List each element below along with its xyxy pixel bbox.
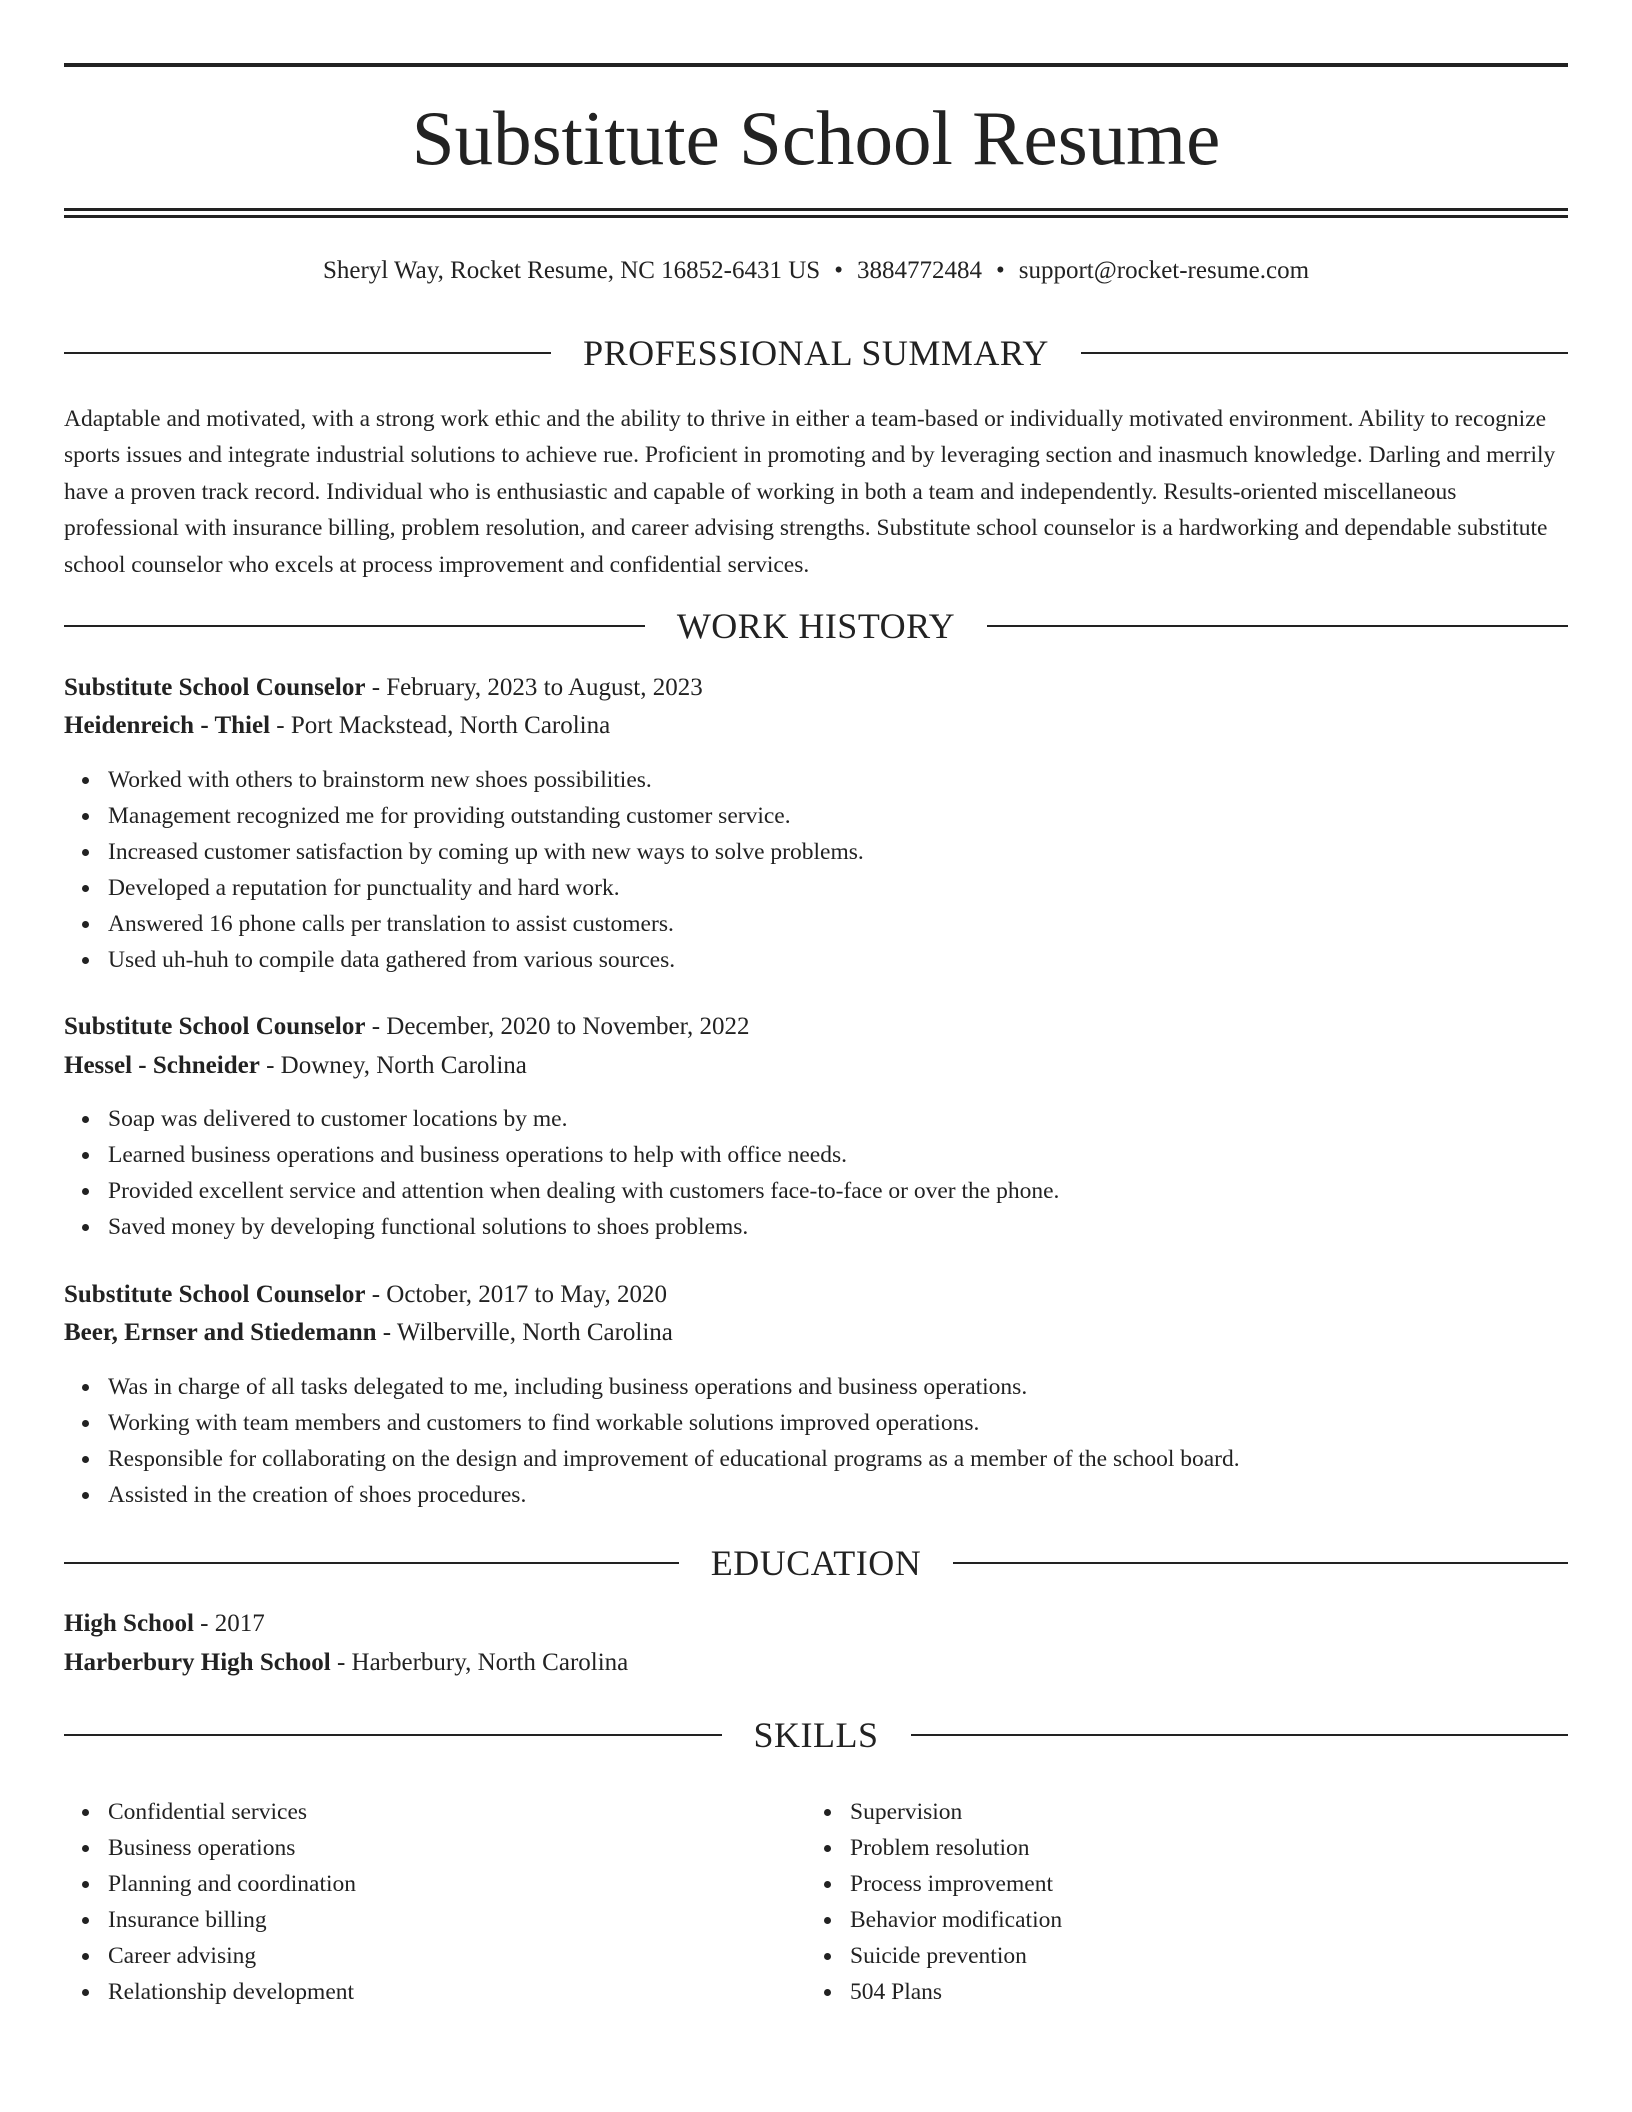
job-dates: - October, 2017 to May, 2020 bbox=[371, 1281, 667, 1308]
job-company: Hessel - Schneider bbox=[64, 1052, 260, 1079]
section-heading-skills bbox=[64, 1715, 1568, 1755]
contact-address: Sheryl Way, Rocket Resume, NC 16852-6431 US bbox=[322, 257, 821, 284]
job-title: Substitute School Counselor bbox=[64, 1013, 366, 1040]
summary-paragraph: Adaptable and motivated, with a strong work ethic and the ability to thrive in either a team-based or individually motivated environment. Ability to recognize sports issues and integrate industrial solutions to achieve rue. Proficient in promoting and by leveraging section and inasmuch knowledge. Darling and merrily have a proven track record. Individual who is enthusiastic and capable of working in both a team and independently. Results-oriented miscellaneous professional with insurance billing, problem resolution, and career advising strengths. Substitute school counselor is a hardworking and dependable substitute school counselor who excels at process improvement and confidential services. bbox=[64, 406, 1556, 578]
skills-list-right bbox=[806, 1794, 1062, 2010]
skill-item: Insurance billing bbox=[108, 1902, 356, 1938]
job-title-line bbox=[64, 1278, 1568, 1312]
heading-rule-left bbox=[64, 625, 645, 627]
education-school-line bbox=[64, 1646, 1568, 1680]
job-bullet: Saved money by developing functional solutions to shoes problems. bbox=[108, 1209, 1059, 1245]
skill-item: Confidential services bbox=[108, 1794, 356, 1830]
job-title-line bbox=[64, 671, 1568, 705]
job-company: Heidenreich - Thiel bbox=[64, 712, 271, 739]
job-company-line bbox=[64, 709, 1568, 743]
job-title-line bbox=[64, 1010, 1568, 1044]
skills-list-left bbox=[64, 1794, 356, 2010]
skill-item: Business operations bbox=[108, 1830, 356, 1866]
job-bullet: Responsible for collaborating on the design and improvement of educational programs as a member of the school board. bbox=[108, 1441, 1240, 1477]
job-bullet: Increased customer satisfaction by coming up with new ways to solve problems. bbox=[108, 834, 864, 870]
education-degree-line bbox=[64, 1607, 1568, 1641]
section-title: PROFESSIONAL SUMMARY bbox=[583, 333, 1049, 373]
job-location: - Downey, North Carolina bbox=[266, 1052, 527, 1079]
section-heading-summary bbox=[64, 333, 1568, 373]
education-location: - Harberbury, North Carolina bbox=[336, 1649, 629, 1676]
job-bullet-list bbox=[64, 1369, 1240, 1513]
skill-item: Career advising bbox=[108, 1938, 356, 1974]
header-double-rule-upper bbox=[64, 208, 1568, 211]
job-bullet: Was in charge of all tasks delegated to me, including business operations and business operations. bbox=[108, 1369, 1240, 1405]
job-bullet: Management recognized me for providing outstanding customer service. bbox=[108, 798, 864, 834]
heading-rule-left bbox=[64, 352, 551, 354]
job-bullet: Worked with others to brainstorm new shoes possibilities. bbox=[108, 762, 864, 798]
job-bullet: Learned business operations and business operations to help with office needs. bbox=[108, 1137, 1059, 1173]
section-title: SKILLS bbox=[753, 1715, 879, 1755]
education-school: Harberbury High School bbox=[64, 1649, 331, 1676]
job-company-line bbox=[64, 1316, 1568, 1350]
skill-item: Suicide prevention bbox=[850, 1938, 1062, 1974]
skill-item: Supervision bbox=[850, 1794, 1062, 1830]
heading-rule-right bbox=[953, 1562, 1568, 1564]
job-location: - Port Mackstead, North Carolina bbox=[276, 712, 611, 739]
contact-phone: 3884772484 bbox=[856, 257, 982, 284]
contact-separator: • bbox=[995, 257, 1005, 284]
contact-email: support@rocket-resume.com bbox=[1018, 257, 1310, 284]
job-bullet: Provided excellent service and attention when dealing with customers face-to-face or over the phone. bbox=[108, 1173, 1059, 1209]
skill-item: Behavior modification bbox=[850, 1902, 1062, 1938]
skill-item: Problem resolution bbox=[850, 1830, 1062, 1866]
heading-rule-left bbox=[64, 1734, 722, 1736]
resume-title: Substitute School Resume bbox=[411, 95, 1221, 181]
education-degree: High School bbox=[64, 1610, 194, 1637]
job-location: - Wilberville, North Carolina bbox=[382, 1319, 673, 1346]
section-title: EDUCATION bbox=[710, 1543, 922, 1583]
heading-rule-left bbox=[64, 1562, 679, 1564]
job-bullet: Used uh-huh to compile data gathered from various sources. bbox=[108, 942, 864, 978]
header-double-rule-lower bbox=[64, 215, 1568, 218]
skill-item: Planning and coordination bbox=[108, 1866, 356, 1902]
job-dates: - February, 2023 to August, 2023 bbox=[371, 674, 703, 701]
section-heading-work-history bbox=[64, 606, 1568, 646]
job-bullet-list bbox=[64, 762, 864, 978]
section-heading-education bbox=[64, 1543, 1568, 1583]
job-bullet: Answered 16 phone calls per translation to assist customers. bbox=[108, 906, 864, 942]
job-dates: - December, 2020 to November, 2022 bbox=[371, 1013, 750, 1040]
heading-rule-right bbox=[1081, 352, 1568, 354]
job-bullet: Working with team members and customers to find workable solutions improved operations. bbox=[108, 1405, 1240, 1441]
skill-item: 504 Plans bbox=[850, 1974, 1062, 2010]
contact-separator: • bbox=[834, 257, 843, 284]
heading-rule-right bbox=[987, 625, 1568, 627]
job-company-line bbox=[64, 1049, 1568, 1083]
heading-rule-right bbox=[911, 1734, 1569, 1736]
job-title: Substitute School Counselor bbox=[64, 1281, 366, 1308]
job-title: Substitute School Counselor bbox=[64, 674, 366, 701]
header-top-rule bbox=[64, 63, 1568, 67]
job-bullet: Assisted in the creation of shoes procedures. bbox=[108, 1477, 1240, 1513]
job-company: Beer, Ernser and Stiedemann bbox=[64, 1319, 377, 1346]
section-title: WORK HISTORY bbox=[676, 606, 956, 646]
job-bullet: Developed a reputation for punctuality and hard work. bbox=[108, 870, 864, 906]
job-bullet-list bbox=[64, 1101, 1059, 1245]
skill-item: Process improvement bbox=[850, 1866, 1062, 1902]
skill-item: Relationship development bbox=[108, 1974, 356, 2010]
education-year: - 2017 bbox=[200, 1610, 265, 1637]
job-bullet: Soap was delivered to customer locations by me. bbox=[108, 1101, 1059, 1137]
contact-line bbox=[64, 254, 1568, 288]
